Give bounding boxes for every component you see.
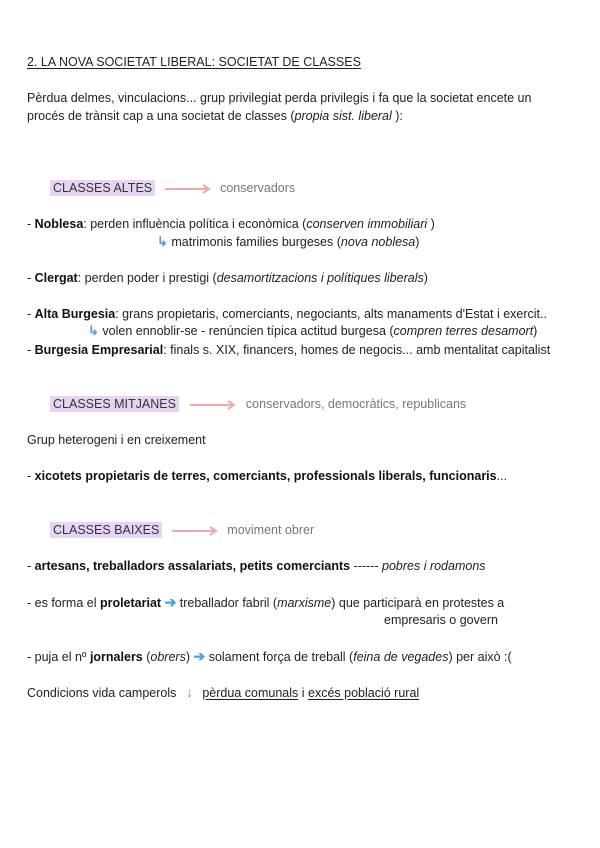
alta-burgesia-sub-end: ) bbox=[533, 324, 538, 338]
arrow-down-icon: ↓ bbox=[185, 684, 193, 700]
proletariat-italic: marxisme bbox=[277, 596, 332, 610]
intro-line-1: Pèrdua delmes, vinculacions... grup privilegiat perda privilegis i fa que la societat encete un bbox=[27, 91, 532, 105]
baixes-line-3 bbox=[27, 648, 512, 665]
arrow-right-icon: ➔ bbox=[164, 594, 177, 610]
proletariat-text: treballador fabril ( bbox=[176, 596, 278, 610]
clergat-text: : perden poder i prestigi ( bbox=[77, 271, 217, 285]
noblesa-sub-line bbox=[157, 234, 419, 250]
intro-italic: propia sist. liberal bbox=[294, 109, 392, 123]
jornalers-italic: obrers bbox=[150, 650, 186, 664]
section-classes-altes bbox=[50, 180, 295, 196]
dash: - bbox=[27, 559, 35, 573]
baixes-dashes: ------ bbox=[350, 559, 382, 573]
classes-altes-label: CLASSES ALTES bbox=[50, 180, 155, 196]
noblesa-sub-text: matrimonis families burgeses ( bbox=[171, 235, 341, 249]
classes-altes-result: conservadors bbox=[220, 181, 296, 195]
dash: - bbox=[27, 307, 35, 321]
section-classes-mitjanes bbox=[50, 396, 466, 412]
hook-arrow-icon: ↳ bbox=[88, 323, 99, 338]
noblesa-line bbox=[27, 216, 435, 232]
mitjanes-line-1: Grup heterogeni i en creixement bbox=[27, 433, 206, 447]
noblesa-term: Noblesa bbox=[34, 217, 84, 231]
hook-arrow-icon: ↳ bbox=[157, 234, 168, 249]
jornalers-term: jornalers bbox=[89, 650, 143, 664]
proletariat-term: proletariat bbox=[99, 596, 162, 610]
jornalers-intro: puja el nº bbox=[34, 650, 90, 664]
arrow-right-icon bbox=[163, 184, 213, 194]
intro-line-2 bbox=[27, 108, 403, 124]
noblesa-text: : perden influència política i econòmica ( bbox=[83, 217, 307, 231]
camperols-underline-1: pèrdua comunals bbox=[202, 686, 299, 700]
mitjanes-groups: xicotets propietaris de terres, comerciants, professionals liberals, funcionaris bbox=[34, 469, 497, 483]
baixes-line-1 bbox=[27, 558, 486, 574]
classes-baixes-result: moviment obrer bbox=[227, 523, 315, 537]
burgesia-empresarial-text: : finals s. XIX, financers, homes de negocis... amb mentalitat capitalist bbox=[163, 343, 551, 357]
arrow-right-icon bbox=[170, 526, 220, 536]
jornalers-italic-2: feina de vegades bbox=[353, 650, 449, 664]
arrow-right-icon: ➔ bbox=[193, 648, 206, 664]
clergat-italic: desamortitzacions i polítiques liberals bbox=[216, 271, 424, 285]
clergat-term: Clergat bbox=[34, 271, 78, 285]
proletariat-intro: es forma el bbox=[34, 596, 100, 610]
alta-burgesia-sub-line bbox=[88, 323, 537, 339]
classes-baixes-label: CLASSES BAIXES bbox=[50, 522, 162, 538]
alta-burgesia-line bbox=[27, 306, 547, 322]
classes-mitjanes-result: conservadors, democràtics, republicans bbox=[245, 397, 467, 411]
intro-end: ): bbox=[391, 109, 403, 123]
intro-text: procés de trànsit cap a una societat de classes ( bbox=[27, 109, 295, 123]
camperols-underline-2: excés població rural bbox=[308, 686, 420, 700]
jornalers-paren-close: ) bbox=[185, 650, 191, 664]
alta-burgesia-sub-text: volen ennoblir-se - renúncien típica actitud burgesa ( bbox=[102, 324, 394, 338]
alta-burgesia-term: Alta Burgesia bbox=[34, 307, 116, 321]
baixes-line-2-cont: empresaris o govern bbox=[384, 613, 498, 627]
clergat-line bbox=[27, 270, 428, 286]
jornalers-paren: ( bbox=[142, 650, 151, 664]
noblesa-end: ) bbox=[427, 217, 435, 231]
dash: - bbox=[27, 343, 35, 357]
jornalers-text: solament força de treball ( bbox=[205, 650, 354, 664]
page-title: 2. LA NOVA SOCIETAT LIBERAL: SOCIETAT DE CLASSES bbox=[27, 55, 361, 69]
section-classes-baixes bbox=[50, 522, 314, 538]
burgesia-empresarial-line bbox=[27, 342, 550, 358]
camperols-mid: i bbox=[298, 686, 308, 700]
proletariat-end: ) que participarà en protestes a bbox=[331, 596, 505, 610]
noblesa-sub-end: ) bbox=[415, 235, 420, 249]
baixes-groups: artesans, treballadors assalariats, petits comerciants bbox=[34, 559, 351, 573]
alta-burgesia-text: : grans propietaris, comerciants, negociants, alts manaments d'Estat i exercit.. bbox=[115, 307, 547, 321]
dash: - bbox=[27, 596, 35, 610]
burgesia-empresarial-term: Burgesia Empresarial bbox=[34, 343, 164, 357]
mitjanes-line-2 bbox=[27, 468, 507, 484]
noblesa-sub-italic: nova noblesa bbox=[340, 235, 416, 249]
baixes-italic: pobres i rodamons bbox=[382, 559, 486, 573]
alta-burgesia-sub-italic: compren terres desamort bbox=[393, 324, 534, 338]
classes-mitjanes-label: CLASSES MITJANES bbox=[50, 396, 179, 412]
dash: - bbox=[27, 271, 35, 285]
noblesa-italic: conserven immobiliari bbox=[306, 217, 428, 231]
baixes-line-4 bbox=[27, 684, 419, 701]
mitjanes-ellipsis: ... bbox=[496, 469, 508, 483]
baixes-line-2 bbox=[27, 594, 504, 611]
dash: - bbox=[27, 469, 35, 483]
camperols-text: Condicions vida camperols bbox=[27, 686, 177, 700]
clergat-end: ) bbox=[423, 271, 428, 285]
arrow-right-icon bbox=[186, 400, 238, 410]
dash: - bbox=[27, 650, 35, 664]
jornalers-end: ) per això :( bbox=[448, 650, 512, 664]
dash: - bbox=[27, 217, 35, 231]
